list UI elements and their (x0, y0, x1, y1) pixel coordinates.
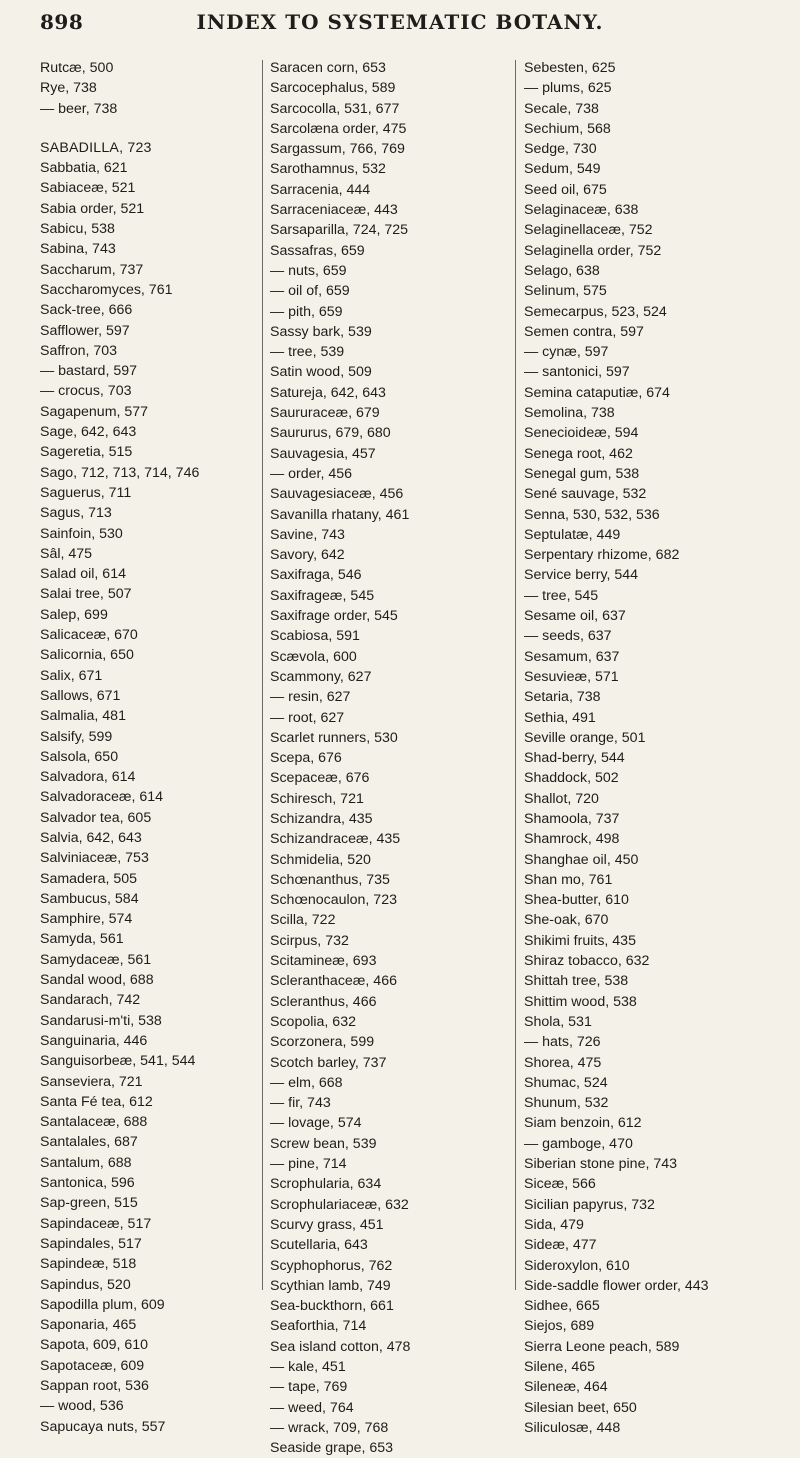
index-entry: Semina cataputiæ, 674 (524, 384, 670, 401)
index-entry: Sea island cotton, 478 (270, 1338, 411, 1355)
index-entry: Scævola, 600 (270, 648, 357, 665)
index-list-1 (40, 58, 256, 1437)
index-entry: Santalum, 688 (40, 1154, 132, 1171)
index-entry: Sanseviera, 721 (40, 1073, 143, 1090)
index-entry: Scyphophorus, 762 (270, 1257, 393, 1274)
index-entry: Shola, 531 (524, 1013, 592, 1030)
index-entry: Shanghae oil, 450 (524, 851, 639, 868)
index-entry: Saxifrage order, 545 (270, 608, 398, 625)
index-entry: Scammony, 627 (270, 668, 372, 685)
index-entry: — tree, 545 (524, 587, 599, 604)
index-entry: Senega root, 462 (524, 445, 633, 462)
index-entry: Shumac, 524 (524, 1074, 608, 1091)
index-entry: Saponaria, 465 (40, 1317, 137, 1334)
index-entry: Salai tree, 507 (40, 586, 132, 603)
index-entry: Shea-butter, 610 (524, 892, 629, 909)
index-entry: Saccharomyces, 761 (40, 281, 173, 298)
index-entry: Sabicu, 538 (40, 221, 115, 238)
index-entry: Schœnocaulon, 723 (270, 892, 397, 909)
index-entry: Salicornia, 650 (40, 647, 134, 664)
index-entry: Selago, 638 (524, 262, 600, 279)
index-entry: Saguerus, 711 (40, 484, 132, 501)
index-entry: — beer, 738 (40, 100, 118, 117)
index-entry: Sapindales, 517 (40, 1235, 142, 1252)
index-entry: Sageretia, 515 (40, 444, 133, 461)
index-entry: Sainfoin, 530 (40, 525, 123, 542)
index-entry: Siceæ, 566 (524, 1176, 596, 1193)
index-entry: — lovage, 574 (270, 1115, 362, 1132)
index-entry: Scleranthaceæ, 466 (270, 973, 397, 990)
index-entry: Siberian stone pine, 743 (524, 1156, 678, 1173)
index-entry: Sanguisorbeæ, 541, 544 (40, 1053, 196, 1070)
index-entry: Sidhee, 665 (524, 1298, 600, 1315)
index-entry: Scurvy grass, 451 (270, 1216, 384, 1233)
index-entry: Scythian lamb, 749 (270, 1277, 391, 1294)
index-entry: Sack-tree, 666 (40, 302, 133, 319)
index-entry: Rutcæ, 500 (40, 60, 114, 76)
page-number: 898 (40, 10, 84, 34)
index-entry: Side-saddle flower order, 443 (524, 1277, 709, 1294)
index-entry: Rye, 738 (40, 80, 97, 97)
index-entry: Samydaceæ, 561 (40, 951, 152, 968)
index-entry: Saururaceæ, 679 (270, 405, 380, 422)
index-entry: Secale, 738 (524, 100, 599, 117)
index-entry: Salmalia, 481 (40, 708, 126, 725)
index-entry: — pine, 714 (270, 1156, 347, 1173)
index-entry: Scorzonera, 599 (270, 1034, 375, 1051)
index-entry: — crocus, 703 (40, 383, 132, 400)
index-entry: Santalaceæ, 688 (40, 1114, 148, 1131)
index-entry: Sarcocolla, 531, 677 (270, 100, 400, 117)
index-entry: Shikimi fruits, 435 (524, 932, 636, 949)
index-entry: Sapotaceæ, 609 (40, 1357, 145, 1374)
index-entry: Savory, 642 (270, 547, 345, 564)
index-entry: — fir, 743 (270, 1095, 331, 1112)
index-entry: Schizandraceæ, 435 (270, 831, 401, 848)
page-title: INDEX TO SYSTEMATIC BOTANY. (196, 10, 604, 34)
index-entry: Sandarach, 742 (40, 992, 141, 1009)
index-entry: Sagus, 713 (40, 505, 112, 522)
index-entry: Sebesten, 625 (524, 60, 616, 76)
index-entry: Scarlet runners, 530 (270, 729, 398, 746)
index-entry: Sabbatia, 621 (40, 160, 128, 177)
index-entry: — oil of, 659 (270, 283, 350, 300)
index-entry: Salsify, 599 (40, 728, 113, 745)
index-entry: Salix, 671 (40, 667, 103, 684)
index-entry: Siam benzoin, 612 (524, 1115, 642, 1132)
index-entry: Samadera, 505 (40, 870, 138, 887)
index-entry: Sapindeæ, 518 (40, 1256, 137, 1273)
index-entry: Sarothamnus, 532 (270, 161, 386, 178)
index-entry: Sapindus, 520 (40, 1276, 131, 1293)
index-entry: — order, 456 (270, 465, 353, 482)
index-entry: Shaddock, 502 (524, 770, 619, 787)
index-entry: — pith, 659 (270, 303, 343, 320)
index-entry: — weed, 764 (270, 1399, 354, 1416)
index-entry: — plums, 625 (524, 80, 612, 97)
index-entry: Sanguinaria, 446 (40, 1032, 148, 1049)
index-entry: Samyda, 561 (40, 931, 124, 948)
index-entry: Shad-berry, 544 (524, 750, 625, 767)
index-entry: Sethia, 491 (524, 709, 596, 726)
index-entry: — tree, 539 (270, 344, 345, 361)
index-entry: Siliculosæ, 448 (524, 1419, 621, 1436)
index-entry: Sarcolæna order, 475 (270, 120, 407, 137)
index-entry: Seaforthia, 714 (270, 1318, 367, 1335)
index-entry: Sabina, 743 (40, 241, 116, 258)
index-entry: — wrack, 709, 768 (270, 1419, 389, 1436)
index-entry: Shunum, 532 (524, 1095, 609, 1112)
index-entry: Silesian beet, 650 (524, 1399, 637, 1416)
index-entry: Satin wood, 509 (270, 364, 372, 381)
index-entry: Senecioideæ, 594 (524, 425, 639, 442)
index-entry: Septulatæ, 449 (524, 526, 621, 543)
column-divider-1 (262, 60, 263, 1290)
index-entry: Sap-green, 515 (40, 1195, 138, 1212)
index-entry: Shamoola, 737 (524, 810, 620, 827)
index-entry: Sage, 642, 643 (40, 424, 137, 441)
index-entry: — bastard, 597 (40, 363, 138, 380)
index-entry: Salvador tea, 605 (40, 809, 152, 826)
index-entry: Sapucaya nuts, 557 (40, 1418, 166, 1435)
index-entry: Safflower, 597 (40, 322, 130, 339)
index-entry: Seaside grape, 653 (270, 1440, 394, 1457)
index-entry: Sabiaceæ, 521 (40, 180, 136, 197)
column-divider-2 (515, 60, 516, 1290)
index-entry: Sicilian papyrus, 732 (524, 1196, 655, 1213)
index-entry: Sago, 712, 713, 714, 746 (40, 464, 200, 481)
index-entry: Saffron, 703 (40, 342, 118, 359)
index-entry: Satureja, 642, 643 (270, 384, 386, 401)
index-entry: — nuts, 659 (270, 262, 347, 279)
index-column-3 (524, 58, 792, 1436)
index-list-3 (524, 58, 792, 1438)
index-entry: Sappan root, 536 (40, 1378, 149, 1394)
index-entry: Scepa, 676 (270, 750, 342, 767)
index-entry: Sargassum, 766, 769 (270, 141, 405, 158)
index-entry: — resin, 627 (270, 689, 351, 706)
index-entry: Salvadora, 614 (40, 769, 136, 786)
index-entry: Semecarpus, 523, 524 (524, 303, 667, 320)
index-entry: Scepaceæ, 676 (270, 770, 370, 787)
index-entry: Salad oil, 614 (40, 566, 126, 583)
index-entry: Sené sauvage, 532 (524, 486, 647, 503)
index-entry: — santonici, 597 (524, 364, 630, 381)
index-entry: — elm, 668 (270, 1074, 343, 1091)
index-entry: Sesamum, 637 (524, 648, 620, 665)
index-entry: Scrophularia, 634 (270, 1176, 382, 1193)
index-entry: Siejos, 689 (524, 1318, 595, 1335)
index-entry: Setaria, 738 (524, 689, 601, 706)
index-entry: Sambucus, 584 (40, 890, 139, 907)
index-entry: Saxifraga, 546 (270, 567, 362, 584)
index-entry: Sedge, 730 (524, 141, 597, 158)
index-entry: Sâl, 475 (40, 545, 93, 562)
index-entry: — tape, 769 (270, 1379, 348, 1396)
index-entry: Silene, 465 (524, 1359, 595, 1375)
index-list-2 (270, 58, 510, 1458)
index-entry: Sassy bark, 539 (270, 323, 372, 340)
index-entry: Sallows, 671 (40, 687, 121, 704)
index-entry: Santonica, 596 (40, 1175, 135, 1192)
index-entry: Schmidelia, 520 (270, 851, 371, 868)
index-column-1 (40, 58, 256, 1435)
index-entry: Screw bean, 539 (270, 1135, 377, 1152)
index-entry: Shamrock, 498 (524, 831, 620, 848)
index-entry: Sarracenia, 444 (270, 181, 371, 198)
index-entry: Scabiosa, 591 (270, 628, 360, 645)
index-entry: Sauvagesia, 457 (270, 445, 376, 462)
index-entry: Saccharum, 737 (40, 261, 144, 278)
index-entry: Scotch barley, 737 (270, 1054, 387, 1071)
index-entry: Sandarusi-m'ti, 538 (40, 1012, 162, 1029)
index-entry: Scrophulariaceæ, 632 (270, 1196, 409, 1213)
index-entry: Shittim wood, 538 (524, 993, 637, 1010)
index-entry: Sileneæ, 464 (524, 1379, 608, 1396)
index-column-2 (270, 58, 510, 1457)
index-entry: Selaginaceæ, 638 (524, 202, 639, 219)
index-entry: Semolina, 738 (524, 405, 615, 422)
index-entry: Scirpus, 732 (270, 932, 349, 949)
index-entry: Salsola, 650 (40, 748, 119, 765)
index-entry: Sapodilla plum, 609 (40, 1296, 165, 1313)
index-entry: — kale, 451 (270, 1359, 346, 1375)
index-entry: Shittah tree, 538 (524, 973, 629, 990)
index-entry: Sierra Leone peach, 589 (524, 1338, 680, 1355)
index-entry: SABADILLA, 723 (40, 139, 152, 156)
index-entry: Saracen corn, 653 (270, 60, 386, 76)
index-entry: — root, 627 (270, 709, 345, 726)
index-entry: Sesame oil, 637 (524, 608, 626, 625)
index-entry: Selaginellaceæ, 752 (524, 222, 653, 239)
index-entry: Saxifrageæ, 545 (270, 587, 375, 604)
index-entry: Service berry, 544 (524, 567, 639, 584)
index-entry: Senegal gum, 538 (524, 465, 640, 482)
index-entry: Selaginella order, 752 (524, 242, 662, 259)
index-entry: Schizandra, 435 (270, 810, 373, 827)
index-entry: Salep, 699 (40, 606, 108, 623)
index-entry: Shan mo, 761 (524, 871, 613, 888)
index-entry: Sarsaparilla, 724, 725 (270, 222, 409, 239)
index-entry: Seed oil, 675 (524, 181, 607, 198)
index-entry: Sideæ, 477 (524, 1237, 597, 1254)
index-entry: Selinum, 575 (524, 283, 607, 300)
index-entry: Sagapenum, 577 (40, 403, 149, 420)
index-entry: Salvia, 642, 643 (40, 829, 142, 846)
index-entry: Sideroxylon, 610 (524, 1257, 630, 1274)
index-entry: — gamboge, 470 (524, 1135, 633, 1152)
index-entry: — wood, 536 (40, 1398, 124, 1415)
index-entry: Semen contra, 597 (524, 323, 644, 340)
index-entry: Santa Fé tea, 612 (40, 1093, 153, 1110)
index-entry: Salvadoraceæ, 614 (40, 789, 164, 806)
index-entry: Sandal wood, 688 (40, 972, 154, 989)
index-entry: Schœnanthus, 735 (270, 871, 390, 888)
index-entry: Seville orange, 501 (524, 729, 646, 746)
index-entry: Sechium, 568 (524, 120, 611, 137)
index-entry: Shiraz tobacco, 632 (524, 953, 650, 970)
index-entry: — cynæ, 597 (524, 344, 609, 361)
index-entry: Scilla, 722 (270, 912, 336, 929)
index-entry: Shorea, 475 (524, 1054, 602, 1071)
index-entry: Sida, 479 (524, 1216, 584, 1233)
index-entry: Scleranthus, 466 (270, 993, 377, 1010)
index-entry: Scutellaria, 643 (270, 1237, 368, 1254)
index-entry: Sedum, 549 (524, 161, 601, 178)
index-entry: Sabia order, 521 (40, 200, 145, 217)
index-entry: Samphire, 574 (40, 911, 133, 928)
page-header (0, 10, 800, 46)
index-entry: Scitamineæ, 693 (270, 953, 377, 970)
index-entry: Sarraceniaceæ, 443 (270, 202, 398, 219)
index-entry: Senna, 530, 532, 536 (524, 506, 660, 523)
index-entry: Sassafras, 659 (270, 242, 365, 259)
index-entry: Salicaceæ, 670 (40, 627, 138, 644)
index-entry: Serpentary rhizome, 682 (524, 547, 680, 564)
index-entry: Schiresch, 721 (270, 790, 364, 807)
index-entry: Scopolia, 632 (270, 1013, 356, 1030)
index-entry: Sarcocephalus, 589 (270, 80, 396, 97)
index-entry: — seeds, 637 (524, 628, 612, 645)
index-entry: Sauvagesiaceæ, 456 (270, 486, 404, 503)
index-entry: Sapota, 609, 610 (40, 1337, 149, 1354)
index-entry: Savanilla rhatany, 461 (270, 506, 410, 523)
index-entry: She-oak, 670 (524, 912, 609, 929)
index-entry: Santalales, 687 (40, 1134, 138, 1151)
index-entry: Savine, 743 (270, 526, 345, 543)
index-entry: Sapindaceæ, 517 (40, 1215, 152, 1232)
index-entry: Sea-buckthorn, 661 (270, 1298, 394, 1315)
index-entry: — hats, 726 (524, 1034, 601, 1051)
index-entry: Sesuvieæ, 571 (524, 668, 619, 685)
index-entry: Salviniaceæ, 753 (40, 850, 149, 867)
index-entry: Saururus, 679, 680 (270, 425, 391, 442)
index-entry: Shallot, 720 (524, 790, 599, 807)
